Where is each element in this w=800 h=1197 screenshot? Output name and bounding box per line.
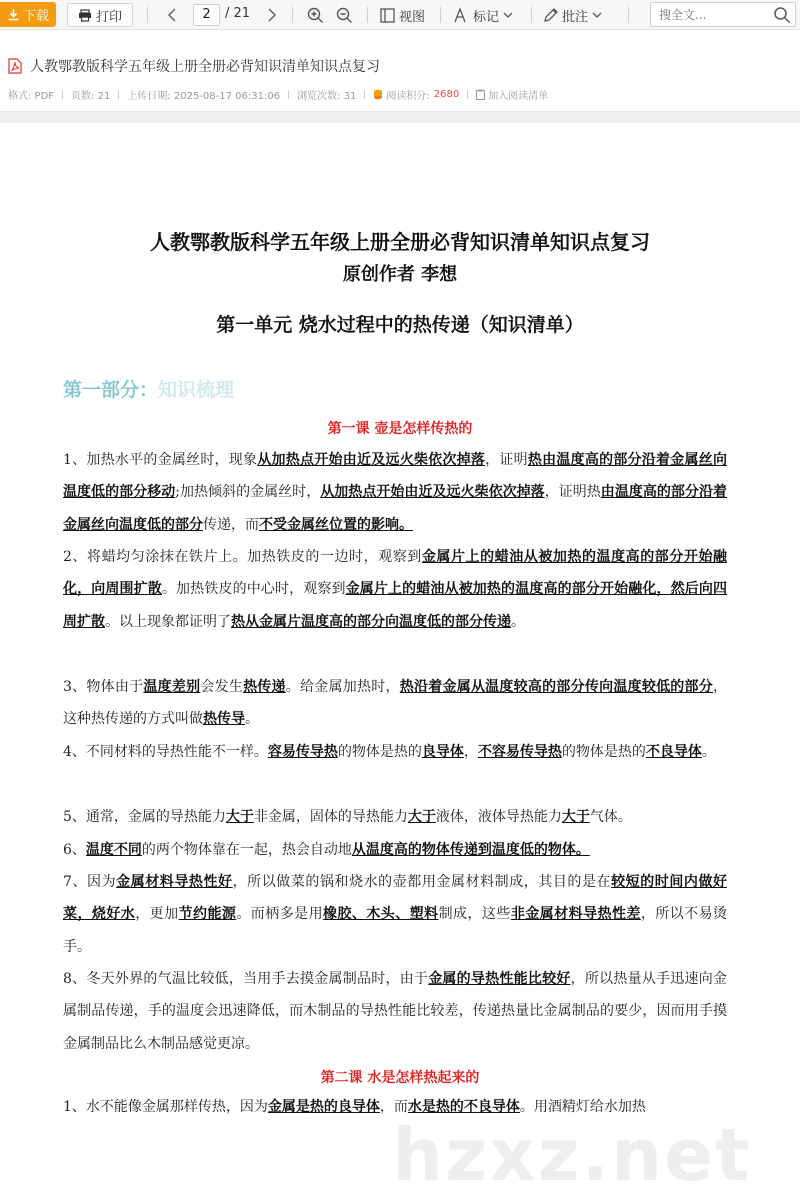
key-phrase: 不受金属丝位置的影响。: [259, 516, 413, 533]
toolbar-divider: [531, 7, 532, 23]
text-run: 的两个物体靠在一起，热会自动地: [141, 842, 352, 858]
watermark: hzxz.net: [392, 1113, 752, 1197]
text-run: 2、将蜡均匀涂抹在铁片上。加热铁皮的一边时，观察到: [63, 549, 422, 565]
text-run: 会发生: [200, 679, 244, 695]
text-run: 。: [511, 613, 525, 630]
text-run: 。给金属加热时，: [285, 679, 400, 695]
text-run: ，而: [379, 1099, 408, 1115]
doc-heading: 人教鄂教版科学五年级上册全册必背知识清单知识点复习: [150, 230, 650, 254]
paragraph: [63, 541, 727, 638]
meta-points-label: 阅读积分:: [386, 91, 430, 102]
paragraph: [63, 736, 727, 768]
add-reading-list-button[interactable]: [476, 87, 548, 102]
text-run: 1、加热水平的金属丝时，现象: [63, 452, 258, 468]
key-phrase: 金属的导热性能比较好: [428, 971, 571, 987]
page-gap: [0, 111, 800, 123]
view-button[interactable]: [380, 6, 425, 25]
text-run: ，这种热传递的方式叫做: [63, 679, 728, 728]
pdf-file-icon: [8, 58, 22, 74]
text-run: ，所以热量从手迅速向金属制品传递，手的温度会迅速降低，而木制品的导热性能比较差，传递热量比金属制品的要少，因而用手摸金属制品比么木制品感觉更凉。: [63, 971, 728, 1052]
meta-pages: 页数: 21: [71, 91, 111, 102]
key-phrase: 金属片上的蜡油从被加热的温度高的部分开始融化，然后向四周扩散: [63, 581, 728, 630]
text-run: ，更加: [135, 906, 179, 923]
next-page-icon[interactable]: [262, 5, 282, 25]
text-run: 。而柄多是用: [236, 906, 324, 923]
key-phrase: 从温度高的物体传递到温度低的物体。: [351, 842, 590, 858]
paragraph: [63, 671, 727, 736]
download-button[interactable]: [0, 2, 56, 27]
coins-icon: [373, 89, 383, 100]
key-phrase: 橡胶、木头、塑料: [323, 906, 439, 923]
meta-points-value: 2680: [433, 89, 460, 100]
text-run: 5、通常，金属的导热能力: [63, 809, 226, 825]
key-phrase: 从加热点开始由近及远火柴依次掉落: [320, 484, 545, 501]
text-run: 8、冬天外界的气温比较低，当用手去摸金属制品时，由于: [63, 971, 429, 987]
text-run: 3、物体由于: [63, 679, 144, 695]
key-phrase: 节约能源: [178, 906, 237, 923]
document-page: [0, 123, 800, 1197]
text-run: ;加热倾斜的金属丝时，: [175, 484, 321, 501]
text-run: ，证明热: [544, 484, 601, 501]
key-phrase: 较短的时间内做好菜，烧好水: [63, 874, 728, 923]
zoom-in-icon[interactable]: [305, 5, 325, 25]
key-phrase: 金属是热的良导体: [267, 1099, 380, 1115]
zoom-out-icon[interactable]: [334, 5, 354, 25]
annotate-button[interactable]: [543, 6, 602, 25]
key-phrase: 热传导: [203, 711, 245, 728]
toolbar: [0, 0, 800, 30]
text-run: ，证明: [485, 452, 528, 468]
text-run: ，所以做菜的锅和烧水的壶都用金属材料制成，其目的是在: [232, 874, 612, 890]
document-info: [0, 31, 800, 111]
search-icon[interactable]: [773, 6, 791, 24]
text-run: 气体。: [589, 809, 632, 825]
add-reading-list-label: 加入阅读清单: [488, 91, 549, 102]
text-run: 。以上现象都证明了: [105, 613, 231, 630]
text-run: 。用酒精灯给水加热: [519, 1099, 646, 1115]
text-run: 。: [701, 744, 716, 760]
key-phrase: 非金属材料导热性差: [510, 906, 641, 923]
key-phrase: 大于: [225, 809, 254, 825]
chevron-down-icon: [503, 12, 513, 19]
text-run: 的物体是热的: [337, 744, 422, 760]
toolbar-divider: [628, 7, 629, 23]
download-label: 下载: [22, 9, 49, 24]
paragraph: [63, 801, 727, 833]
part-heading: [63, 375, 234, 402]
document-title: 人教鄂教版科学五年级上册全册必背知识清单知识点复习: [30, 59, 380, 75]
meta-format: 格式: PDF: [8, 91, 55, 102]
toolbar-divider: [367, 7, 368, 23]
text-run: ，: [463, 744, 478, 760]
part-heading-title: 知识梳理: [158, 379, 235, 401]
highlighter-icon: [453, 8, 469, 23]
text-run: 液体，液体导热能力: [435, 809, 562, 825]
key-phrase: 从加热点开始由近及远火柴依次掉落: [257, 452, 486, 468]
part-heading-label: 第一部分：: [63, 379, 159, 401]
paragraph: [63, 834, 727, 866]
key-phrase: 温度差别: [143, 679, 201, 695]
text-run: 的物体是热的: [561, 744, 646, 760]
search-box: [650, 2, 796, 27]
pen-icon: [543, 8, 558, 23]
lesson-heading: 第二课 水是怎样热起来的: [320, 1070, 480, 1086]
annotate-label: 批注: [562, 10, 589, 25]
key-phrase: 不良导体: [645, 744, 702, 760]
text-run: 7、因为: [63, 874, 117, 890]
paragraph: [63, 963, 727, 1060]
clipboard-icon: [476, 89, 485, 100]
text-run: 1、水不能像金属那样传热，因为: [63, 1099, 268, 1115]
text-run: ，所以不易烫手。: [63, 906, 728, 955]
download-icon: [7, 8, 20, 21]
print-label: 打印: [95, 9, 122, 25]
paragraph: [63, 866, 727, 963]
text-run: 传递，而: [203, 516, 259, 533]
meta-upload-date: 上传日期: 2025-08-17 06:31:06: [127, 91, 281, 102]
mark-button[interactable]: [453, 6, 513, 25]
print-button[interactable]: [67, 3, 133, 27]
text-run: 。加热铁皮的中心时，观察到: [161, 581, 346, 598]
text-run: 非金属，固体的导热能力: [253, 809, 408, 825]
key-phrase: 大于: [561, 809, 590, 825]
search-input[interactable]: [651, 3, 766, 26]
key-phrase: 热沿着金属从温度较高的部分传向温度较低的部分: [399, 679, 714, 695]
toolbar-divider: [147, 7, 148, 23]
key-phrase: 不容易传导热: [477, 744, 562, 760]
document-meta: [8, 87, 548, 102]
toolbar-divider: [440, 7, 441, 23]
printer-icon: [78, 9, 92, 22]
meta-views: 浏览次数: 31: [297, 91, 357, 102]
text-run: 4、不同材料的导热性能不一样。: [63, 744, 268, 760]
key-phrase: 容易传导热: [267, 744, 338, 760]
key-phrase: 热传递: [243, 679, 286, 695]
prev-page-icon[interactable]: [162, 5, 182, 25]
page-total: / 21: [225, 6, 251, 21]
text-run: 6、: [63, 842, 86, 858]
paragraph: [63, 444, 727, 541]
key-phrase: 金属片上的蜡油从被加热的温度高的部分开始融化，向周围扩散: [63, 549, 728, 598]
key-phrase: 金属材料导热性好: [116, 874, 233, 890]
key-phrase: 良导体: [421, 744, 464, 760]
key-phrase: 热从金属片温度高的部分向温度低的部分传递: [231, 613, 511, 630]
page-number-input[interactable]: 2: [193, 4, 220, 26]
toolbar-divider: [292, 7, 293, 23]
key-phrase: 大于: [407, 809, 436, 825]
key-phrase: 热由温度高的部分沿着金属丝向温度低的部分移动: [63, 452, 728, 501]
key-phrase: 由温度高的部分沿着金属丝向温度低的部分: [63, 484, 728, 533]
text-run: 。: [245, 711, 259, 728]
lesson-heading: 第一课 壶是怎样传热的: [327, 421, 473, 437]
view-icon: [380, 8, 395, 23]
key-phrase: 水是热的不良导体: [407, 1099, 520, 1115]
mark-label: 标记: [473, 10, 500, 25]
key-phrase: 温度不同: [85, 842, 142, 858]
text-run: 制成，这些: [438, 906, 511, 923]
unit-heading: 第一单元 烧水过程中的热传递（知识清单）: [216, 314, 584, 336]
chevron-down-icon: [592, 12, 602, 19]
view-label: 视图: [399, 10, 426, 25]
doc-author: 原创作者 李想: [342, 264, 458, 285]
